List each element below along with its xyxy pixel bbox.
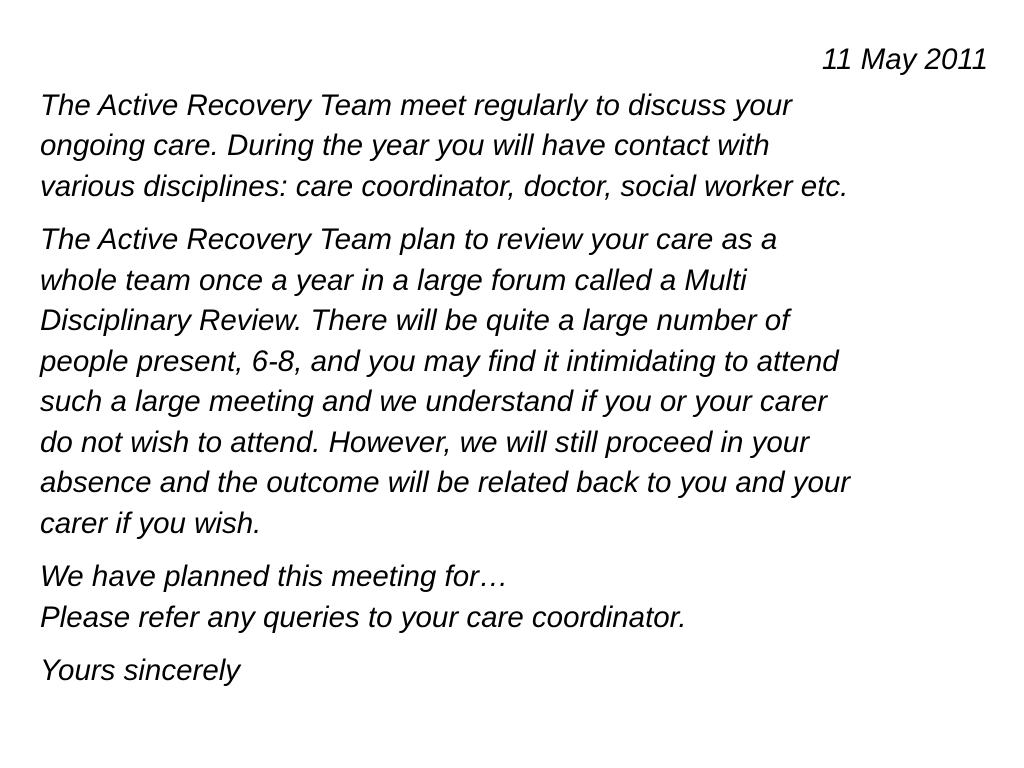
text-line: ongoing care. During the year you will have contact with <box>40 129 770 162</box>
letter-body <box>40 40 988 705</box>
text-line: We have planned this meeting for… <box>40 560 509 593</box>
text-line: such a large meeting and we understand if you or your carer <box>40 385 828 418</box>
text-line: people present, 6-8, and you may find it intimidating to attend <box>40 344 839 378</box>
text-line: do not wish to attend. However, we will still proceed in your <box>40 425 810 459</box>
paragraph-multi-disciplinary-review <box>40 220 988 544</box>
text-line: Disciplinary Review. There will be quite a large number of <box>40 304 790 337</box>
text-line: various disciplines: care coordinator, doctor, social worker etc. <box>40 169 849 203</box>
paragraph-team-meetings <box>40 86 988 208</box>
text-line: The Active Recovery Team plan to review your care as a <box>40 223 778 256</box>
text-line: Please refer any queries to your care coordinator. <box>40 600 687 634</box>
closing-salutation: Yours sincerely <box>40 654 241 687</box>
paragraph-meeting-plan <box>40 557 988 638</box>
letter-date: 11 May 2011 <box>821 43 988 76</box>
text-line: absence and the outcome will be related back to you and your <box>40 466 851 499</box>
text-line: carer if you wish. <box>40 506 262 540</box>
text-line: whole team once a year in a large forum called a Multi <box>40 263 747 297</box>
text-line: The Active Recovery Team meet regularly to discuss your <box>40 88 793 122</box>
